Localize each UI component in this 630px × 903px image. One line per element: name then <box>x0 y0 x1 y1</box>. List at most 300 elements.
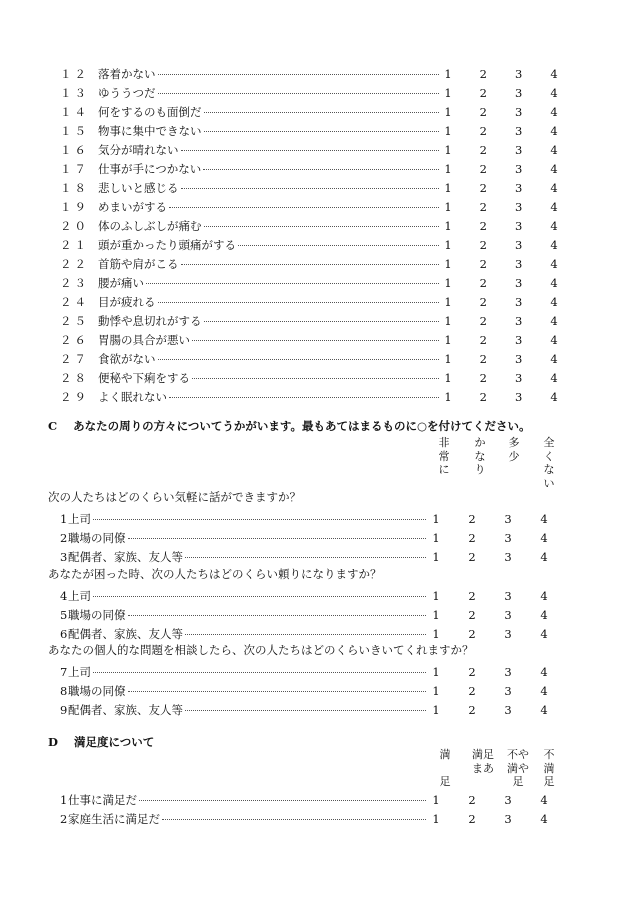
answer-option-4[interactable]: 4 <box>550 142 558 157</box>
answer-option-2[interactable]: 2 <box>479 85 487 100</box>
answer-option-3[interactable]: 3 <box>504 811 512 826</box>
answer-option-1[interactable]: 1 <box>444 199 452 214</box>
answer-option-2[interactable]: 2 <box>468 549 476 564</box>
answer-option-4[interactable]: 4 <box>540 702 548 717</box>
answer-option-1[interactable]: 1 <box>432 702 440 717</box>
answer-option-2[interactable]: 2 <box>479 199 487 214</box>
answer-option-3[interactable]: 3 <box>514 142 523 157</box>
answer-option-1[interactable]: 1 <box>432 607 440 622</box>
answer-option-2[interactable]: 2 <box>468 702 476 717</box>
item-number: １５ <box>60 123 89 138</box>
question-row <box>60 368 560 387</box>
answer-option-1[interactable]: 1 <box>444 256 452 271</box>
answer-option-3[interactable]: 3 <box>514 123 523 138</box>
answer-option-4[interactable]: 4 <box>540 588 548 603</box>
item-text: 首筋や肩がこる <box>98 256 179 271</box>
item-number: ２３ <box>60 275 89 290</box>
answer-option-2[interactable]: 2 <box>479 66 487 81</box>
item-text: 仕事が手につかない <box>98 161 202 176</box>
answer-option-4[interactable]: 4 <box>540 530 548 545</box>
dotted-leader <box>158 359 440 360</box>
column-header-char <box>438 762 452 776</box>
answer-option-1[interactable]: 1 <box>444 389 452 404</box>
column-header-char: 満 <box>439 748 451 761</box>
question-row <box>60 197 560 216</box>
answer-options <box>442 257 560 271</box>
answer-option-3[interactable]: 3 <box>514 256 523 271</box>
item-number: ２６ <box>60 332 89 347</box>
answer-options <box>442 276 560 290</box>
answer-option-1[interactable]: 1 <box>444 313 452 328</box>
question-row <box>60 586 550 605</box>
answer-option-1[interactable]: 1 <box>444 161 452 176</box>
item-number: ２８ <box>60 370 89 385</box>
answer-option-3[interactable]: 3 <box>514 218 523 233</box>
answer-option-3[interactable]: 3 <box>514 161 523 176</box>
answer-options <box>430 665 550 679</box>
item-number: 1 <box>60 511 68 526</box>
answer-options <box>442 162 560 176</box>
column-header-char: り <box>474 463 486 476</box>
section-d-heading <box>48 734 154 750</box>
question-row <box>60 662 550 681</box>
item-text: 胃腸の具合が悪い <box>98 332 190 347</box>
dotted-leader <box>93 519 426 520</box>
column-header-3 <box>505 748 531 789</box>
question-row <box>60 509 550 528</box>
column-header-char: まあ <box>472 761 494 775</box>
answer-option-3[interactable]: 3 <box>514 294 523 309</box>
item-text: 気分が晴れない <box>98 142 179 157</box>
answer-option-2[interactable]: 2 <box>468 530 476 545</box>
dotted-leader <box>158 93 440 94</box>
item-number: 1 <box>60 792 68 807</box>
question-row <box>60 159 560 178</box>
answer-option-4[interactable]: 4 <box>550 66 558 81</box>
item-number: 9 <box>60 702 68 717</box>
answer-option-1[interactable]: 1 <box>444 275 452 290</box>
column-header-char: 不や <box>507 748 529 761</box>
answer-options <box>430 589 550 603</box>
question-row <box>60 292 560 311</box>
column-header-char: い <box>543 476 555 490</box>
dotted-leader <box>204 226 440 227</box>
item-number: 7 <box>60 664 68 679</box>
item-text: 便秘や下痢をする <box>98 370 190 385</box>
question-row <box>60 681 550 700</box>
answer-option-4[interactable]: 4 <box>540 607 548 622</box>
dotted-leader <box>162 819 426 820</box>
item-text: 職場の同僚 <box>68 683 126 698</box>
item-text: 落着かない <box>98 66 156 81</box>
answer-option-2[interactable]: 2 <box>479 218 487 233</box>
dotted-leader <box>203 169 439 170</box>
item-number: ２１ <box>60 237 89 252</box>
question-row <box>60 216 560 235</box>
column-header-3 <box>507 436 521 463</box>
item-text: 上司 <box>68 511 91 526</box>
question-row <box>60 83 560 102</box>
answer-option-1[interactable]: 1 <box>444 142 452 157</box>
answer-option-1[interactable]: 1 <box>432 511 440 526</box>
item-number: １８ <box>60 180 89 195</box>
item-number: 4 <box>60 588 68 603</box>
answer-option-2[interactable]: 2 <box>479 275 487 290</box>
dotted-leader <box>158 74 440 75</box>
answer-option-3[interactable]: 3 <box>514 104 523 119</box>
question-row <box>60 700 550 719</box>
column-header-char: な <box>543 463 555 476</box>
question-row <box>60 102 560 121</box>
dotted-leader <box>128 538 427 539</box>
answer-option-1[interactable]: 1 <box>444 332 452 347</box>
answer-option-2[interactable]: 2 <box>479 332 487 347</box>
answer-options <box>442 67 560 81</box>
answer-options <box>442 219 560 233</box>
answer-option-3[interactable]: 3 <box>504 683 512 698</box>
answer-options <box>430 703 550 717</box>
item-number: １４ <box>60 104 89 119</box>
column-header-char: 全 <box>543 436 555 449</box>
answer-options <box>430 608 550 622</box>
question-prompt: あなたが困った時、次の人たちはどのくらい頼りになりますか？ <box>48 567 382 581</box>
dotted-leader <box>192 378 439 379</box>
dotted-leader <box>158 302 440 303</box>
answer-option-1[interactable]: 1 <box>444 104 452 119</box>
answer-option-3[interactable]: 3 <box>514 370 523 385</box>
answer-option-1[interactable]: 1 <box>432 626 440 641</box>
item-number: 5 <box>60 607 68 622</box>
item-text: 頭が重かったり頭痛がする <box>98 237 236 252</box>
answer-options <box>442 143 560 157</box>
question-row <box>60 273 560 292</box>
dotted-leader <box>93 596 426 597</box>
answer-option-1[interactable]: 1 <box>432 683 440 698</box>
question-row <box>60 624 550 643</box>
answer-option-2[interactable]: 2 <box>479 104 487 119</box>
answer-option-2[interactable]: 2 <box>468 626 476 641</box>
question-row <box>60 528 550 547</box>
answer-option-4[interactable]: 4 <box>550 294 558 309</box>
answer-option-2[interactable]: 2 <box>479 256 487 271</box>
question-row <box>60 809 550 828</box>
answer-option-2[interactable]: 2 <box>468 511 476 526</box>
item-text: ゆううつだ <box>98 85 156 100</box>
answer-options <box>442 333 560 347</box>
answer-option-1[interactable]: 1 <box>444 85 452 100</box>
dotted-leader <box>192 340 439 341</box>
item-text: 配偶者、家族、友人等 <box>68 626 183 641</box>
answer-option-1[interactable]: 1 <box>444 237 452 252</box>
column-header-1 <box>437 436 451 477</box>
answer-options <box>430 627 550 641</box>
item-number: ２５ <box>60 313 89 328</box>
answer-option-2[interactable]: 2 <box>479 123 487 138</box>
column-header-char: 少 <box>508 449 520 463</box>
answer-option-4[interactable]: 4 <box>550 237 558 252</box>
answer-option-3[interactable]: 3 <box>504 607 512 622</box>
answer-option-3[interactable]: 3 <box>504 626 512 641</box>
answer-option-4[interactable]: 4 <box>550 85 558 100</box>
column-header-char: か <box>474 436 486 449</box>
item-number: ２７ <box>60 351 89 366</box>
column-header-2 <box>470 748 496 789</box>
dotted-leader <box>169 207 439 208</box>
column-header-char: な <box>474 449 486 463</box>
question-row <box>60 330 560 349</box>
answer-option-4[interactable]: 4 <box>550 218 558 233</box>
answer-options <box>442 371 560 385</box>
column-header-char: 多 <box>508 436 520 449</box>
column-header-char: 不 <box>543 748 555 761</box>
dotted-leader <box>204 112 440 113</box>
answer-option-4[interactable]: 4 <box>550 123 558 138</box>
question-row <box>60 254 560 273</box>
answer-options <box>442 86 560 100</box>
answer-option-3[interactable]: 3 <box>514 351 523 366</box>
item-text: 上司 <box>68 588 91 603</box>
column-header-4 <box>542 436 556 490</box>
section-c-heading <box>48 418 531 434</box>
item-number: １６ <box>60 142 89 157</box>
answer-option-2[interactable]: 2 <box>479 294 487 309</box>
item-number: １７ <box>60 161 89 176</box>
item-text: 食欲がない <box>98 351 156 366</box>
answer-option-1[interactable]: 1 <box>432 664 440 679</box>
answer-option-4[interactable]: 4 <box>540 511 548 526</box>
answer-option-2[interactable]: 2 <box>468 664 476 679</box>
item-number: ２０ <box>60 218 89 233</box>
answer-options <box>442 295 560 309</box>
answer-option-3[interactable]: 3 <box>504 792 512 807</box>
answer-options <box>430 531 550 545</box>
answer-option-2[interactable]: 2 <box>468 607 476 622</box>
answer-option-3[interactable]: 3 <box>504 530 512 545</box>
item-text: めまいがする <box>98 199 167 214</box>
answer-option-2[interactable]: 2 <box>479 180 487 195</box>
section-d-title: 満足度について <box>73 735 155 749</box>
column-header-char: く <box>543 449 555 463</box>
item-number: ２２ <box>60 256 89 271</box>
answer-option-3[interactable]: 3 <box>514 275 523 290</box>
column-header-char: 満 <box>543 761 555 775</box>
answer-option-4[interactable]: 4 <box>550 389 558 404</box>
answer-option-3[interactable]: 3 <box>514 66 523 81</box>
answer-option-3[interactable]: 3 <box>514 237 523 252</box>
answer-option-1[interactable]: 1 <box>432 811 440 826</box>
answer-option-4[interactable]: 4 <box>550 199 558 214</box>
item-text: 仕事に満足だ <box>68 792 137 807</box>
answer-option-2[interactable]: 2 <box>468 588 476 603</box>
answer-options <box>430 684 550 698</box>
dotted-leader <box>169 397 439 398</box>
column-header-char: 満足 <box>472 748 494 761</box>
answer-option-3[interactable]: 3 <box>504 549 512 564</box>
item-text: 腰が痛い <box>98 275 144 290</box>
answer-option-4[interactable]: 4 <box>540 549 548 564</box>
item-text: 上司 <box>68 664 91 679</box>
item-text: 目が疲れる <box>98 294 156 309</box>
item-number: ２４ <box>60 294 89 309</box>
column-header-char: 足 <box>512 775 524 788</box>
item-number: １９ <box>60 199 89 214</box>
answer-option-4[interactable]: 4 <box>550 256 558 271</box>
answer-option-2[interactable]: 2 <box>479 313 487 328</box>
item-text: 何をするのも面倒だ <box>98 104 202 119</box>
answer-option-1[interactable]: 1 <box>444 180 452 195</box>
column-header-char: 足 <box>439 775 451 788</box>
question-row <box>60 605 550 624</box>
item-text: 配偶者、家族、友人等 <box>68 549 183 564</box>
item-number: 2 <box>60 811 68 826</box>
question-prompt: 次の人たちはどのくらい気軽に話ができますか？ <box>48 490 301 504</box>
answer-option-1[interactable]: 1 <box>444 218 452 233</box>
column-header-char: 足 <box>543 775 555 788</box>
question-row <box>60 178 560 197</box>
answer-option-4[interactable]: 4 <box>550 313 558 328</box>
answer-option-3[interactable]: 3 <box>514 332 523 347</box>
question-row <box>60 349 560 368</box>
dotted-leader <box>181 188 440 189</box>
answer-option-4[interactable]: 4 <box>540 626 548 641</box>
item-text: よく眠れない <box>98 389 167 404</box>
answer-options <box>442 181 560 195</box>
answer-option-1[interactable]: 1 <box>432 588 440 603</box>
answer-option-1[interactable]: 1 <box>432 792 440 807</box>
answer-option-2[interactable]: 2 <box>479 142 487 157</box>
column-header-char <box>470 775 496 789</box>
item-text: 物事に集中できない <box>98 123 202 138</box>
answer-option-1[interactable]: 1 <box>432 549 440 564</box>
answer-option-1[interactable]: 1 <box>444 351 452 366</box>
answer-option-3[interactable]: 3 <box>504 588 512 603</box>
answer-options <box>430 512 550 526</box>
column-header-char: に <box>438 463 450 476</box>
dotted-leader <box>181 264 440 265</box>
answer-option-4[interactable]: 4 <box>550 332 558 347</box>
question-row <box>60 790 550 809</box>
dotted-leader <box>238 245 439 246</box>
item-number: ２９ <box>60 389 89 404</box>
answer-option-1[interactable]: 1 <box>444 66 452 81</box>
answer-option-2[interactable]: 2 <box>479 237 487 252</box>
answer-option-4[interactable]: 4 <box>540 664 548 679</box>
answer-options <box>442 314 560 328</box>
answer-options <box>430 812 550 826</box>
dotted-leader <box>146 283 439 284</box>
answer-option-4[interactable]: 4 <box>540 792 548 807</box>
answer-option-4[interactable]: 4 <box>550 180 558 195</box>
item-text: 職場の同僚 <box>68 530 126 545</box>
answer-option-4[interactable]: 4 <box>550 351 558 366</box>
answer-option-3[interactable]: 3 <box>514 180 523 195</box>
answer-option-4[interactable]: 4 <box>550 370 558 385</box>
dotted-leader <box>139 800 426 801</box>
answer-options <box>442 200 560 214</box>
answer-option-4[interactable]: 4 <box>550 275 558 290</box>
dotted-leader <box>185 557 426 558</box>
question-row <box>60 235 560 254</box>
answer-options <box>442 105 560 119</box>
item-number: １２ <box>60 66 89 81</box>
question-row <box>60 387 560 406</box>
answer-option-2[interactable]: 2 <box>479 161 487 176</box>
dotted-leader <box>128 615 427 616</box>
answer-option-3[interactable]: 3 <box>504 511 512 526</box>
item-text: 家庭生活に満足だ <box>68 811 160 826</box>
question-row <box>60 311 560 330</box>
question-row <box>60 121 560 140</box>
answer-option-3[interactable]: 3 <box>514 199 523 214</box>
item-text: 職場の同僚 <box>68 607 126 622</box>
answer-option-2[interactable]: 2 <box>468 683 476 698</box>
answer-options <box>442 352 560 366</box>
answer-option-2[interactable]: 2 <box>479 370 487 385</box>
item-number: 2 <box>60 530 68 545</box>
question-row <box>60 64 560 83</box>
item-text: 配偶者、家族、友人等 <box>68 702 183 717</box>
dotted-leader <box>181 150 440 151</box>
answer-options <box>430 793 550 807</box>
item-number: １３ <box>60 85 89 100</box>
answer-options <box>442 390 560 404</box>
column-header-2 <box>473 436 487 477</box>
answer-options <box>430 550 550 564</box>
dotted-leader <box>93 672 426 673</box>
answer-option-1[interactable]: 1 <box>444 370 452 385</box>
answer-option-4[interactable]: 4 <box>540 683 548 698</box>
answer-option-1[interactable]: 1 <box>444 123 452 138</box>
item-number: 6 <box>60 626 68 641</box>
column-header-char: 常 <box>438 449 450 463</box>
answer-option-3[interactable]: 3 <box>514 313 523 328</box>
dotted-leader <box>128 691 427 692</box>
question-prompt: あなたの個人的な問題を相談したら、次の人たちはどのくらいきいてくれますか？ <box>48 643 474 657</box>
answer-option-3[interactable]: 3 <box>514 85 523 100</box>
answer-option-3[interactable]: 3 <box>504 664 512 679</box>
answer-option-2[interactable]: 2 <box>479 351 487 366</box>
answer-options <box>442 124 560 138</box>
item-text: 動悸や息切れがする <box>98 313 202 328</box>
dotted-leader <box>204 131 440 132</box>
answer-option-3[interactable]: 3 <box>504 702 512 717</box>
dotted-leader <box>204 321 440 322</box>
section-c-title: あなたの周りの方々についてうかがいます。最もあてはまるものに○を付けてください。 <box>73 419 531 433</box>
column-header-1 <box>438 748 452 789</box>
answer-options <box>442 238 560 252</box>
answer-option-2[interactable]: 2 <box>468 811 476 826</box>
answer-option-3[interactable]: 3 <box>514 389 523 404</box>
answer-option-2[interactable]: 2 <box>479 389 487 404</box>
dotted-leader <box>185 634 426 635</box>
answer-option-2[interactable]: 2 <box>468 792 476 807</box>
question-row <box>60 547 550 566</box>
section-d-letter: D <box>48 735 58 749</box>
answer-option-1[interactable]: 1 <box>444 294 452 309</box>
dotted-leader <box>185 710 426 711</box>
question-row <box>60 140 560 159</box>
answer-option-4[interactable]: 4 <box>550 104 558 119</box>
answer-option-4[interactable]: 4 <box>550 161 558 176</box>
column-header-char: 満や <box>507 761 529 775</box>
answer-option-1[interactable]: 1 <box>432 530 440 545</box>
item-number: 8 <box>60 683 68 698</box>
answer-option-4[interactable]: 4 <box>540 811 548 826</box>
item-text: 悲しいと感じる <box>98 180 179 195</box>
item-number: 3 <box>60 549 68 564</box>
item-text: 体のふしぶしが痛む <box>98 218 202 233</box>
column-header-char: 非 <box>438 436 450 449</box>
